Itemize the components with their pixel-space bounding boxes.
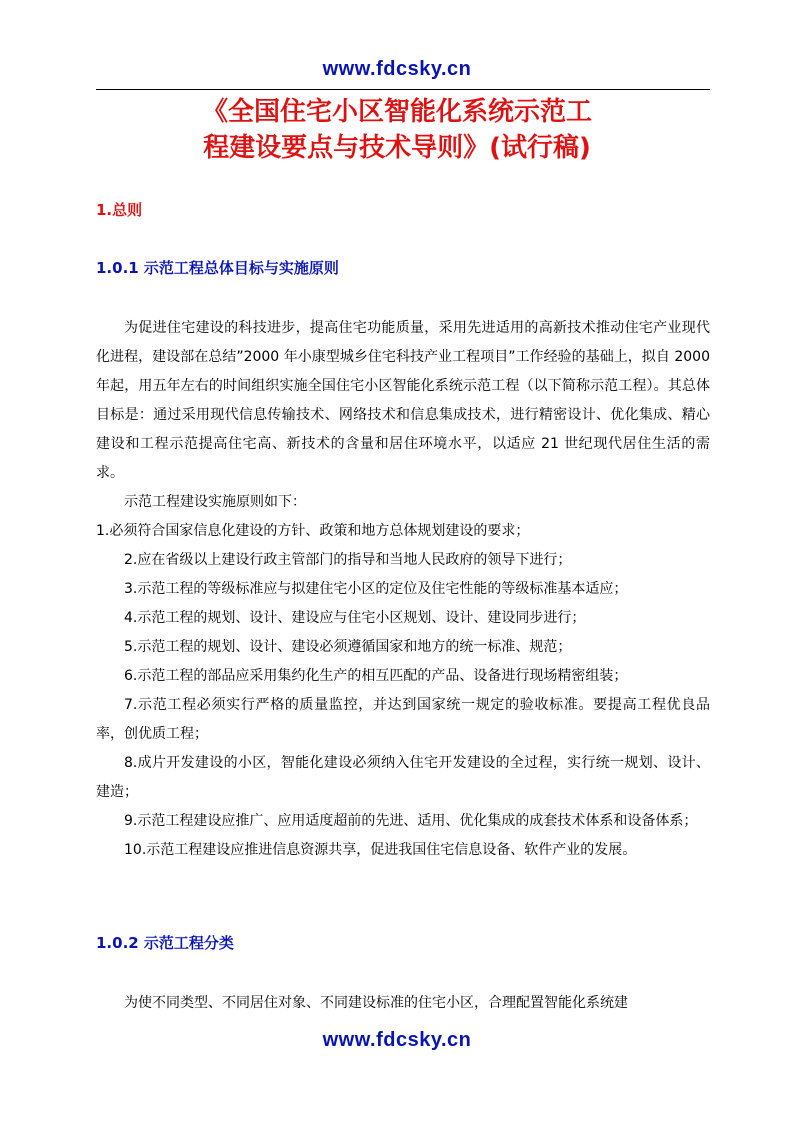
document-title-line-2: 程建设要点与技术导则》(试行稿) [203,133,591,163]
list-item: 1.必须符合国家信息化建设的方针、政策和地方总体规划建设的要求； [96,523,530,539]
section-heading-1-0-2: 1.0.2 示范工程分类 [96,934,234,952]
list-item: 4.示范工程的规划、设计、建设应与住宅小区规划、设计、建设同步进行； [124,610,586,626]
paragraph-goals: 为促进住宅建设的科技进步，提高住宅功能质量，采用先进适用的高新技术推动住宅产业现代化进程，建设部在总结”2000 年小康型城乡住宅科技产业工程项目”工作经验的基础上，拟自 2000 年起，用五年左右的时间组织实施全国住宅小区智能化系统示范工程（以下简称示范工程）。其总体目标是：通过采用现代信息传输技术、网络技术和信息集成技术，进行精密设计、优化集成、精心建设和工程示范提高住宅高、新技术的含量和居住环境水平，以适应 21 世纪现代居住生活的需求。 [96,320,710,481]
paragraph-principles-intro: 示范工程建设实施原则如下： [124,494,306,510]
document-title-line-1: 《全国住宅小区智能化系统示范工 [201,97,592,127]
section-heading-1-0-1: 1.0.1 示范工程总体目标与实施原则 [96,259,339,277]
site-url-header: www.fdcsky.cn [322,58,472,80]
list-item: 9.示范工程建设应推广、应用适度超前的先进、适用、优化集成的成套技术体系和设备体系； [124,813,698,829]
list-item: 3.示范工程的等级标准应与拟建住宅小区的定位及住宅性能的等级标准基本适应； [124,581,628,597]
list-item: 5.示范工程的规划、设计、建设必须遵循国家和地方的统一标准、规范； [124,639,572,655]
site-url-footer: www.fdcsky.cn [322,1029,472,1051]
list-item: 2.应在省级以上建设行政主管部门的指导和当地人民政府的领导下进行； [124,552,572,568]
section-heading-1: 1.总则 [96,201,143,219]
section-1-0-1-body [96,314,710,865]
list-item: 7.示范工程必须实行严格的质量监控，并达到国家统一规定的验收标准。要提高工程优良品率，创优质工程； [96,697,710,742]
list-item: 6.示范工程的部品应采用集约化生产的相互匹配的产品、设备进行现场精密组装； [124,668,628,684]
section-1-0-2-body [96,989,710,1018]
list-item: 8.成片开发建设的小区，智能化建设必须纳入住宅开发建设的全过程，实行统一规划、设计、建造； [96,755,710,800]
paragraph-classification: 为使不同类型、不同居住对象、不同建设标准的住宅小区，合理配置智能化系统建 [124,995,628,1011]
list-item: 10.示范工程建设应推进信息资源共享，促进我国住宅信息设备、软件产业的发展。 [124,842,637,858]
header-rule [96,89,710,90]
